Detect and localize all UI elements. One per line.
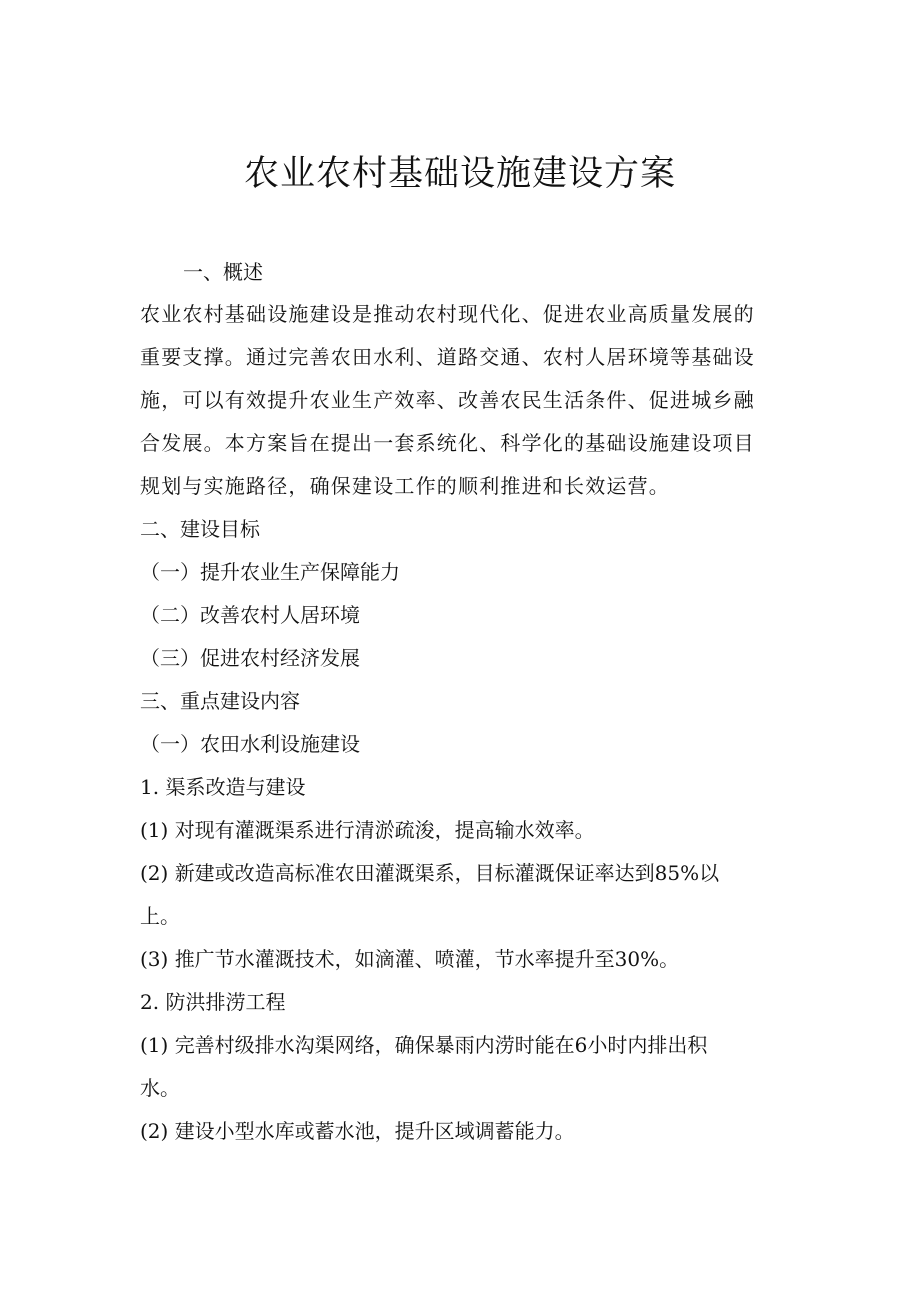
list-item: (3) 推广节水灌溉技术，如滴灌、喷灌，节水率提升至30%。: [140, 947, 680, 971]
paragraph-line: 合发展。本方案旨在提出一套系统化、科学化的基础设施建设项目: [140, 431, 755, 455]
subheading-goal-1: （一）提升农业生产保障能力: [140, 560, 400, 584]
subheading-goal-3: （三）促进农村经济发展: [140, 646, 360, 670]
item-heading-canal: 1. 渠系改造与建设: [140, 775, 306, 799]
paragraph-line: 规划与实施路径，确保建设工作的顺利推进和长效运营。: [140, 474, 670, 498]
document-title: 农业农村基础设施建设方案: [243, 154, 676, 194]
section-heading-overview: 一、概述: [183, 260, 263, 284]
paragraph-line: 农业农村基础设施建设是推动农村现代化、促进农业高质量发展的: [140, 302, 755, 326]
subheading-goal-2: （二）改善农村人居环境: [140, 603, 360, 627]
section-heading-goals: 二、建设目标: [140, 517, 260, 541]
list-item: (1) 完善村级排水沟渠网络，确保暴雨内涝时能在6小时内排出积: [140, 1033, 708, 1057]
list-item-continuation: 水。: [140, 1076, 180, 1100]
list-item: (2) 建设小型水库或蓄水池，提升区域调蓄能力。: [140, 1119, 575, 1143]
list-item: (1) 对现有灌溉渠系进行清淤疏浚，提高输水效率。: [140, 818, 595, 842]
paragraph-line: 施，可以有效提升农业生产效率、改善农民生活条件、促进城乡融: [140, 388, 755, 412]
list-item: (2) 新建或改造高标准农田灌溉渠系，目标灌溉保证率达到85%以: [140, 861, 720, 885]
list-item-continuation: 上。: [140, 904, 180, 928]
subheading-farmland-water: （一）农田水利设施建设: [140, 732, 360, 756]
item-heading-flood-control: 2. 防洪排涝工程: [140, 990, 286, 1014]
section-heading-key-content: 三、重点建设内容: [140, 689, 300, 713]
paragraph-line: 重要支撑。通过完善农田水利、道路交通、农村人居环境等基础设: [140, 345, 755, 369]
